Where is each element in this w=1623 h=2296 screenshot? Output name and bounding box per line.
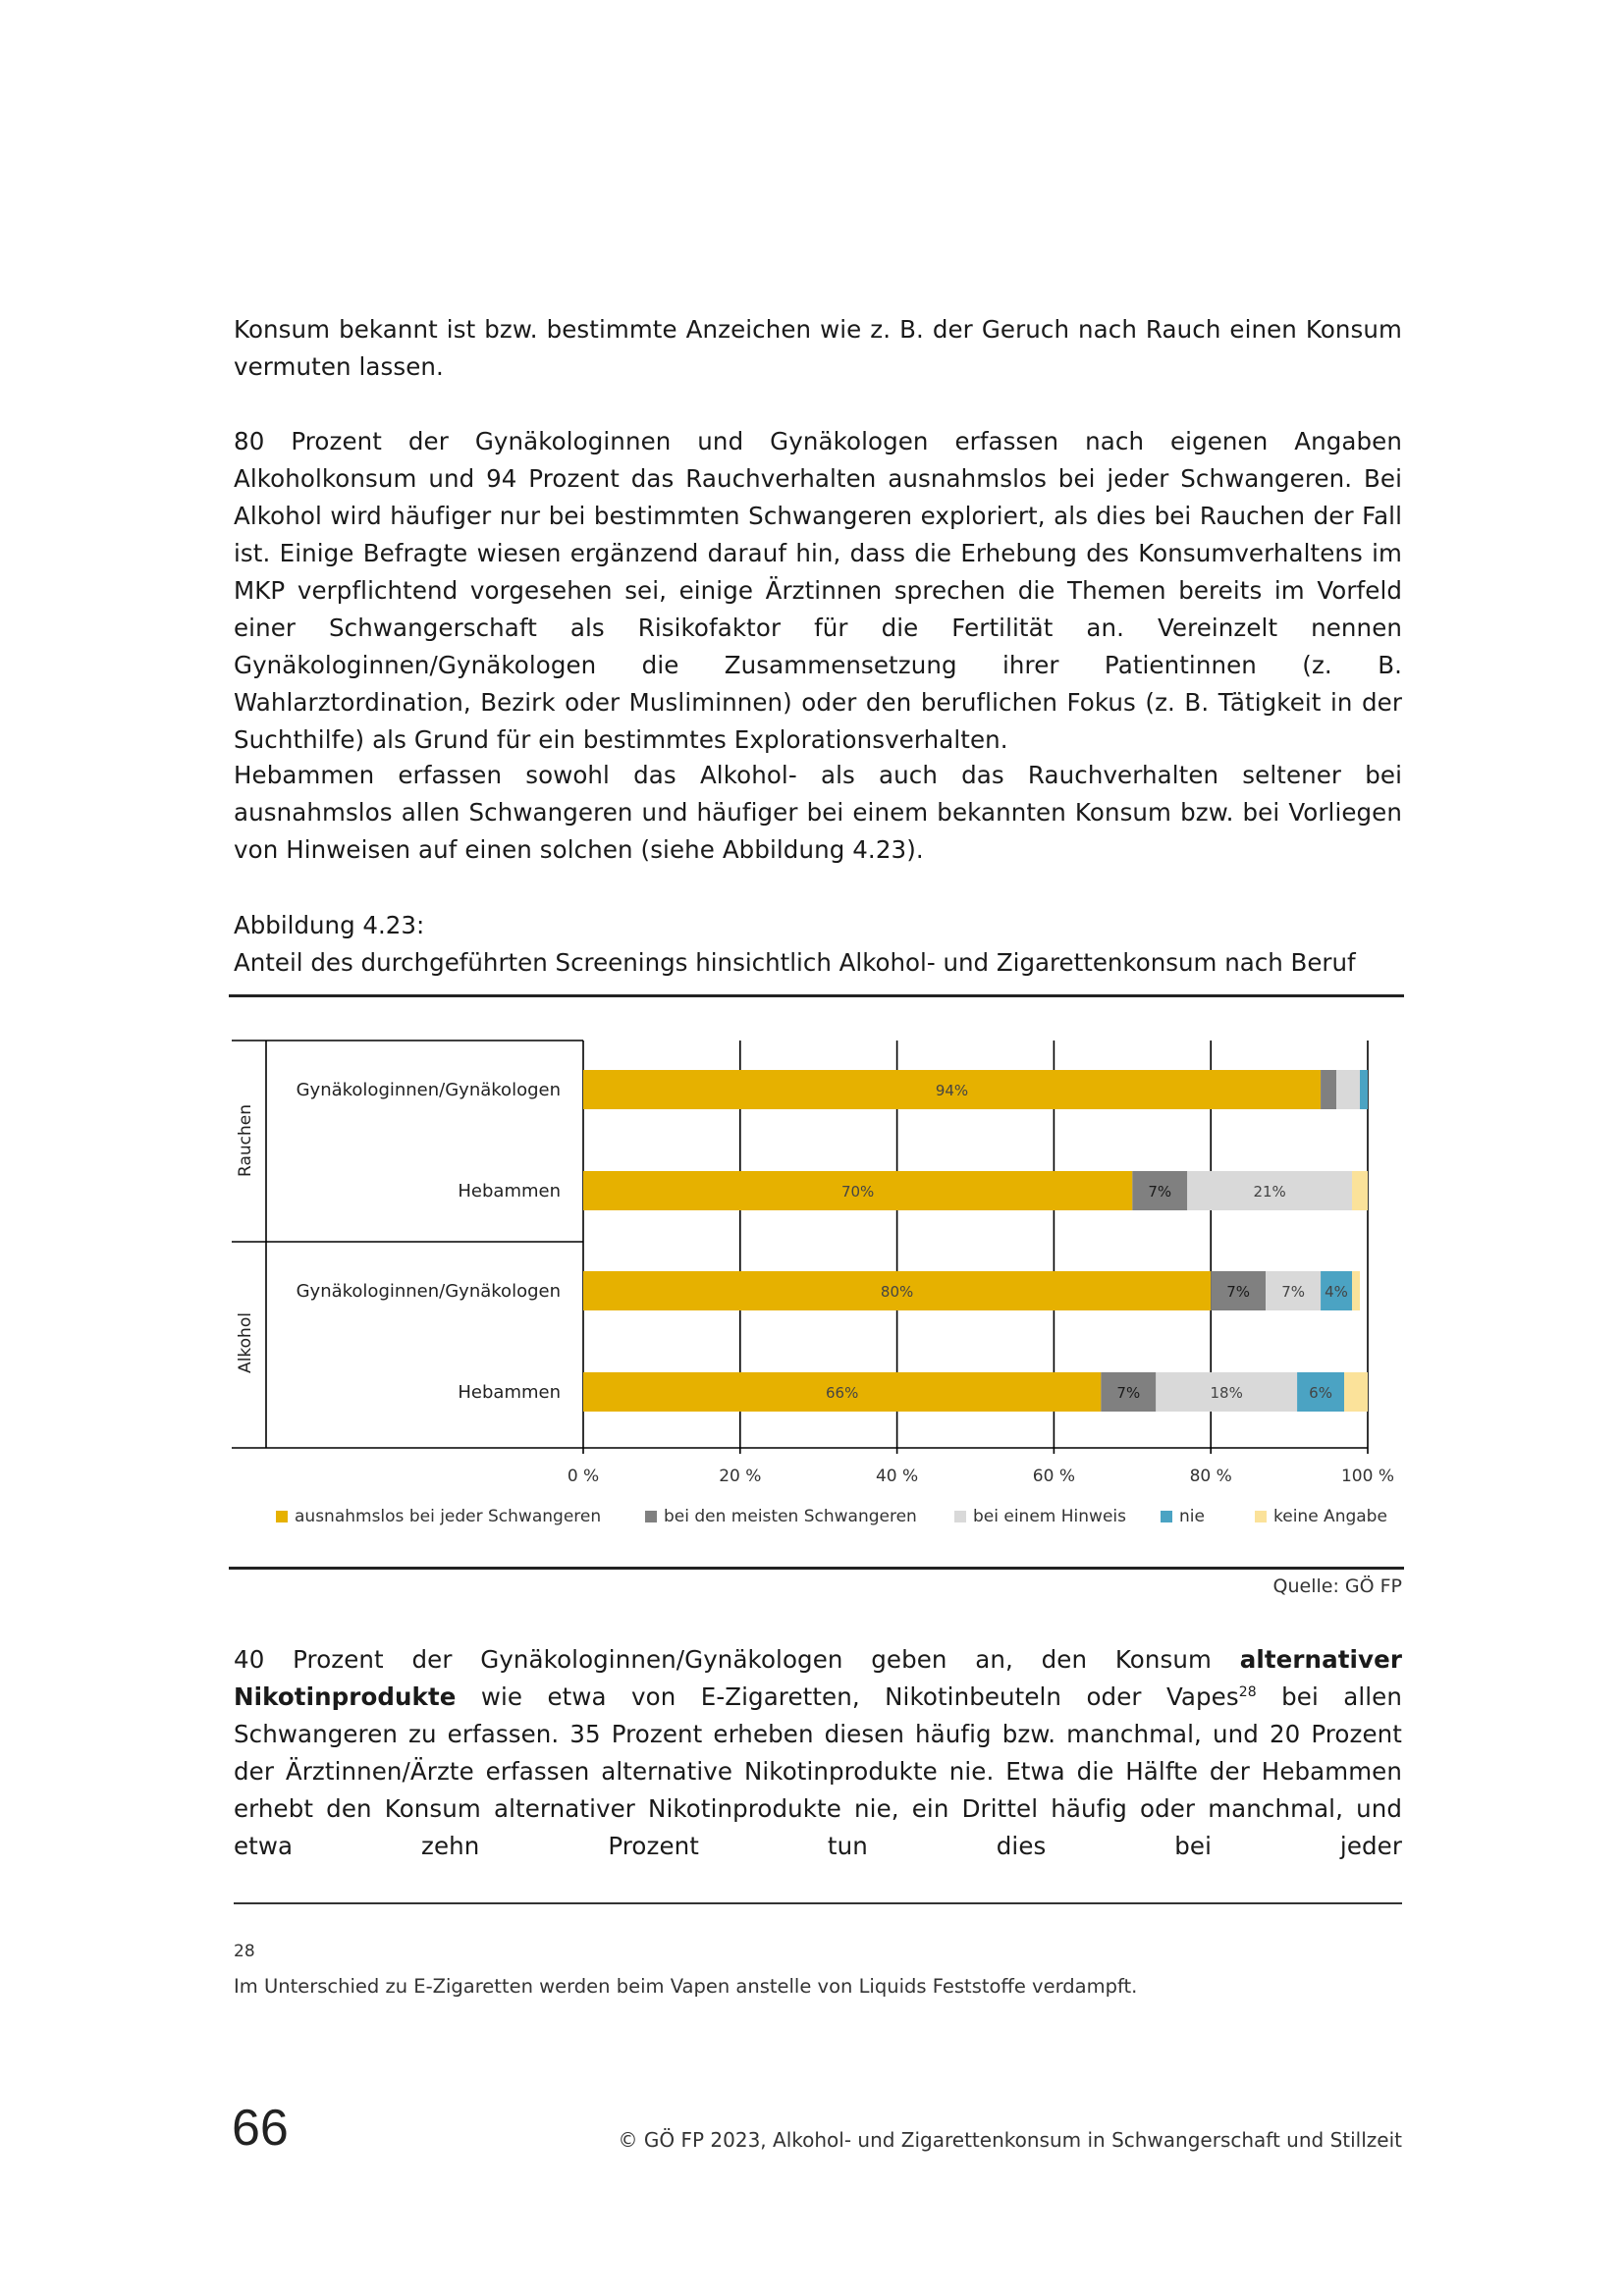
paragraph-4-bold: alternativer Nikotinprodukte xyxy=(234,1645,1402,1711)
paragraph-4-part-a: 40 Prozent der Gynäkologinnen/Gynäkologen geben an, den Konsum xyxy=(234,1645,1240,1674)
x-tick-label: 0 % xyxy=(567,1467,600,1486)
data-label: 70% xyxy=(840,1183,875,1201)
category-label: Hebammen xyxy=(458,1181,561,1201)
bar-segment xyxy=(1352,1271,1360,1310)
legend-swatch xyxy=(1161,1511,1172,1522)
x-tick-label: 20 % xyxy=(719,1467,762,1486)
legend-label: nie xyxy=(1179,1507,1205,1526)
footnote-rule xyxy=(234,1902,1402,1904)
x-tick-label: 100 % xyxy=(1340,1467,1395,1486)
paragraph-1: Konsum bekannt ist bzw. bestimmte Anzeichen wie z. B. der Geruch nach Rauch einen Konsum vermuten lassen. xyxy=(234,315,1402,381)
bar-segment xyxy=(1352,1171,1368,1210)
figure-label: Abbildung 4.23: xyxy=(234,911,425,939)
bar-segment xyxy=(1336,1070,1360,1109)
data-label: 4% xyxy=(1325,1283,1348,1301)
bar-segment xyxy=(1344,1372,1368,1412)
x-tick-label: 40 % xyxy=(875,1467,919,1486)
legend-swatch xyxy=(1255,1511,1267,1522)
group-label: Alkohol xyxy=(236,1312,255,1373)
data-label: 7% xyxy=(1281,1283,1305,1301)
x-tick-label: 60 % xyxy=(1032,1467,1076,1486)
paragraph-2: 80 Prozent der Gynäkologinnen und Gynäkologen erfassen nach eigenen Angaben Alkoholkonsum und 94 Prozent das Rauchverhalten ausnahmslos bei jeder Schwangeren. Bei Alkohol wird häufiger nur bei bestimmten Schwangeren exploriert, als dies bei Rauchen der Fall ist. Einige Befragte wiesen ergänzend darauf hin, dass die Erhebung des Konsumverhaltens im MKP verpflichtend vorgesehen sei, einige Ärztinnen sprechen die Themen bereits im Vorfeld einer Schwangerschaft als Risikofaktor für die Fertilität an. Vereinzelt nennen Gynäkologinnen/Gynäkologen die Zusammensetzung ihrer Patientinnen (z. B. Wahlarztordination, Bezirk oder Musliminnen) oder den beruflichen Fokus (z. B. Tätigkeit in der Suchthilfe) als Grund für ein bestimmtes Explorationsverhalten. xyxy=(234,427,1402,754)
footnote-reference[interactable]: 28 xyxy=(1238,1684,1257,1700)
data-label: 7% xyxy=(1116,1384,1141,1402)
footer-text: © GÖ FP 2023, Alkohol- und Zigarettenkonsum in Schwangerschaft und Stillzeit xyxy=(618,2128,1402,2152)
data-label: 7% xyxy=(1148,1183,1172,1201)
data-label: 21% xyxy=(1253,1183,1286,1201)
category-label: Gynäkologinnen/Gynäkologen xyxy=(296,1080,561,1100)
bar-segment xyxy=(1321,1070,1336,1109)
stacked-bar-chart xyxy=(229,1031,1404,1566)
category-label: Hebammen xyxy=(458,1382,561,1403)
figure-source: Quelle: GÖ FP xyxy=(1272,1575,1402,1597)
legend-label: bei den meisten Schwangeren xyxy=(664,1507,917,1526)
legend-label: ausnahmslos bei jeder Schwangeren xyxy=(295,1507,602,1526)
category-label: Gynäkologinnen/Gynäkologen xyxy=(296,1281,561,1302)
x-tick-label: 80 % xyxy=(1189,1467,1232,1486)
page-number: 66 xyxy=(232,2100,289,2157)
group-label: Rauchen xyxy=(236,1104,255,1177)
legend-label: bei einem Hinweis xyxy=(973,1507,1126,1526)
data-label: 6% xyxy=(1309,1384,1332,1402)
data-label: 80% xyxy=(880,1283,914,1301)
bar-segment xyxy=(1360,1070,1368,1109)
paragraph-4-part-c: bei allen Schwangeren zu erfassen. 35 Prozent erheben diesen häufig bzw. manchmal, und 20 Prozent der Ärztinnen/Ärzte erfassen alternative Nikotinprodukte nie. Etwa die Hälfte der Hebammen erhebt den Konsum alternativer Nikotinprodukte nie, ein Drittel häufig oder manchmal, und etwa zehn Prozent tun dies bei jeder xyxy=(234,1682,1402,1860)
figure-top-rule xyxy=(229,994,1404,997)
data-label: 7% xyxy=(1226,1283,1251,1301)
paragraph-4 xyxy=(234,1641,1402,1865)
figure-title: Anteil des durchgeführten Screenings hinsichtlich Alkohol- und Zigarettenkonsum nach Beruf xyxy=(234,948,1356,977)
legend-swatch xyxy=(276,1511,288,1522)
footnote-text: Im Unterschied zu E-Zigaretten werden beim Vapen anstelle von Liquids Feststoffe verdampft. xyxy=(234,1975,1138,1998)
paragraph-4-part-b: wie etwa von E-Zigaretten, Nikotinbeuteln oder Vapes xyxy=(456,1682,1239,1711)
data-label: 94% xyxy=(935,1082,969,1099)
figure-bottom-rule xyxy=(229,1567,1404,1570)
legend-swatch xyxy=(645,1511,657,1522)
footnote-number: 28 xyxy=(234,1942,255,1961)
paragraph-3: Hebammen erfassen sowohl das Alkohol- als auch das Rauchverhalten seltener bei ausnahmslos allen Schwangeren und häufiger bei einem bekannten Konsum bzw. bei Vorliegen von Hinweisen auf einen solchen (siehe Abbildung 4.23). xyxy=(234,761,1402,864)
legend-label: keine Angabe xyxy=(1273,1507,1387,1526)
data-label: 18% xyxy=(1210,1384,1243,1402)
legend-swatch xyxy=(954,1511,966,1522)
data-label: 66% xyxy=(825,1384,859,1402)
